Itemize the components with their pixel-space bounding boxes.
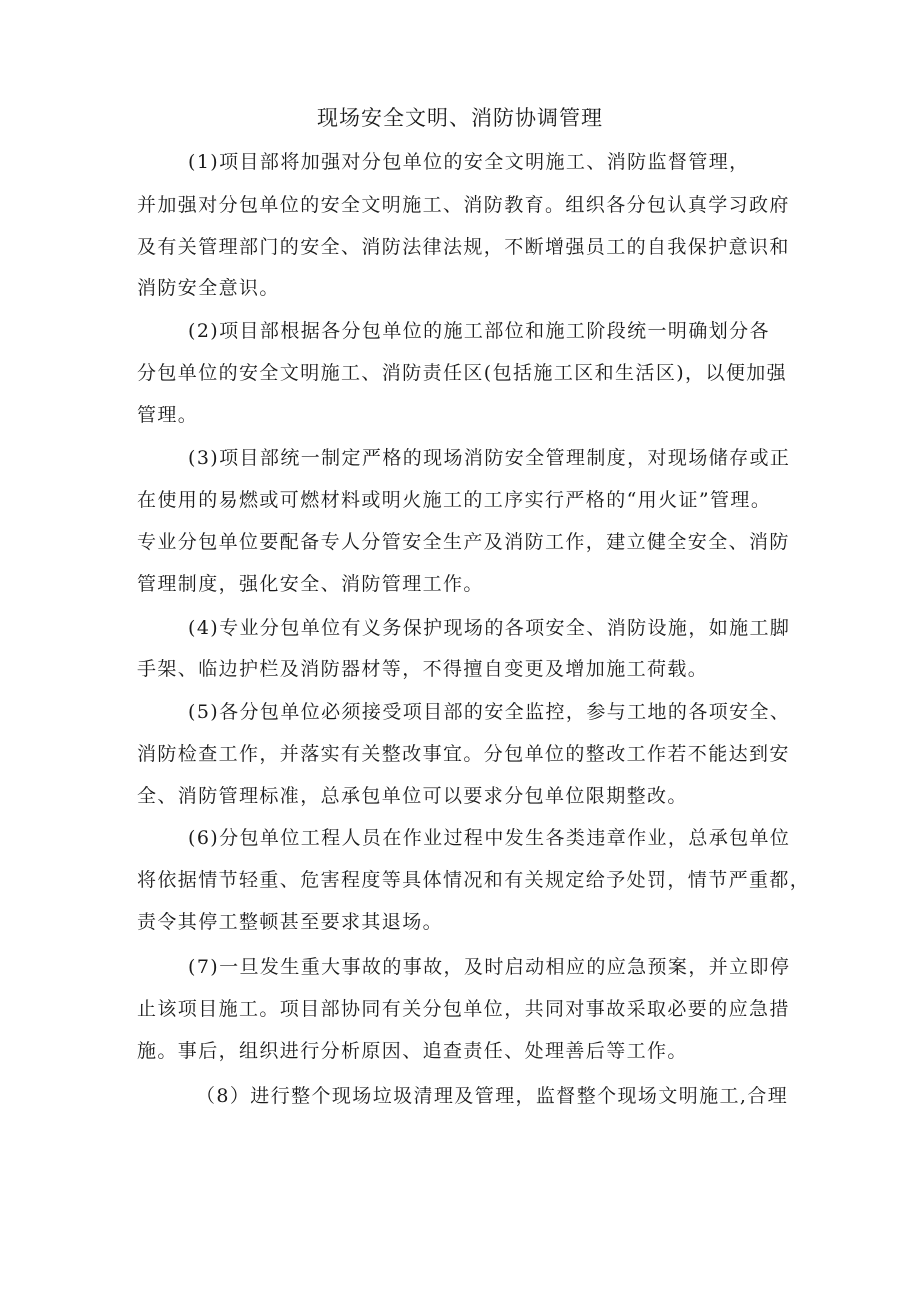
paragraph-2-line-3: 管理。 bbox=[137, 404, 199, 426]
paragraph-3-line-1: (3)项目部统一制定严格的现场消防安全管理制度，对现场储存或正 bbox=[188, 447, 791, 469]
paragraph-3-line-4: 管理制度，强化安全、消防管理工作。 bbox=[137, 573, 484, 595]
paragraph-7-line-3: 施。事后，组织进行分析原因、追查责任、处理善后等工作。 bbox=[137, 1040, 688, 1062]
paragraph-5-line-2: 消防检查工作，并落实有关整改事宜。分包单位的整改工作若不能达到安 bbox=[137, 743, 790, 765]
paragraph-7-line-1: (7)一旦发生重大事故的事故，及时启动相应的应急预案，并立即停 bbox=[188, 956, 791, 978]
paragraph-5-line-1: (5)各分包单位必须接受项目部的安全监控，参与工地的各项安全、 bbox=[188, 701, 791, 723]
paragraph-4-line-2: 手架、临边护栏及消防器材等，不得擅自变更及增加施工荷载。 bbox=[137, 658, 709, 680]
paragraph-8-line-1: （8）进行整个现场垃圾清理及管理，监督整个现场文明施工,合理 bbox=[196, 1085, 789, 1107]
page-title: 现场安全文明、消防协调管理 bbox=[317, 106, 603, 130]
paragraph-4-line-1: (4)专业分包单位有义务保护现场的各项安全、消防设施，如施工脚 bbox=[188, 617, 791, 639]
paragraph-2-line-1: (2)项目部根据各分包单位的施工部位和施工阶段统一明确划分各 bbox=[188, 320, 770, 342]
paragraph-1-line-4: 消防安全意识。 bbox=[137, 277, 280, 299]
paragraph-1-line-1: (1)项目部将加强对分包单位的安全文明施工、消防监督管理， bbox=[188, 151, 750, 173]
paragraph-6-line-3: 责令其停工整顿甚至要求其退场。 bbox=[137, 911, 444, 933]
paragraph-5-line-3: 全、消防管理标准，总承包单位可以要求分包单位限期整改。 bbox=[137, 785, 688, 807]
paragraph-6-line-1: (6)分包单位工程人员在作业过程中发生各类违章作业，总承包单位 bbox=[188, 827, 791, 849]
paragraph-3-line-2: 在使用的易燃或可燃材料或明火施工的工序实行严格的“用火证”管理。 bbox=[137, 489, 772, 511]
paragraph-7-line-2: 止该项目施工。项目部协同有关分包单位，共同对事故采取必要的应急措 bbox=[137, 998, 790, 1020]
paragraph-1-line-2: 并加强对分包单位的安全文明施工、消防教育。组织各分包认真学习政府 bbox=[137, 194, 790, 216]
paragraph-3-line-3: 专业分包单位要配备专人分管安全生产及消防工作，建立健全安全、消防 bbox=[137, 531, 790, 553]
paragraph-2-line-2: 分包单位的安全文明施工、消防责任区(包括施工区和生活区)，以便加强 bbox=[137, 362, 788, 384]
paragraph-1-line-3: 及有关管理部门的安全、消防法律法规，不断增强员工的自我保护意识和 bbox=[137, 236, 790, 258]
paragraph-6-line-2: 将依据情节轻重、危害程度等具体情况和有关规定给予处罚，情节严重都， bbox=[137, 869, 811, 891]
